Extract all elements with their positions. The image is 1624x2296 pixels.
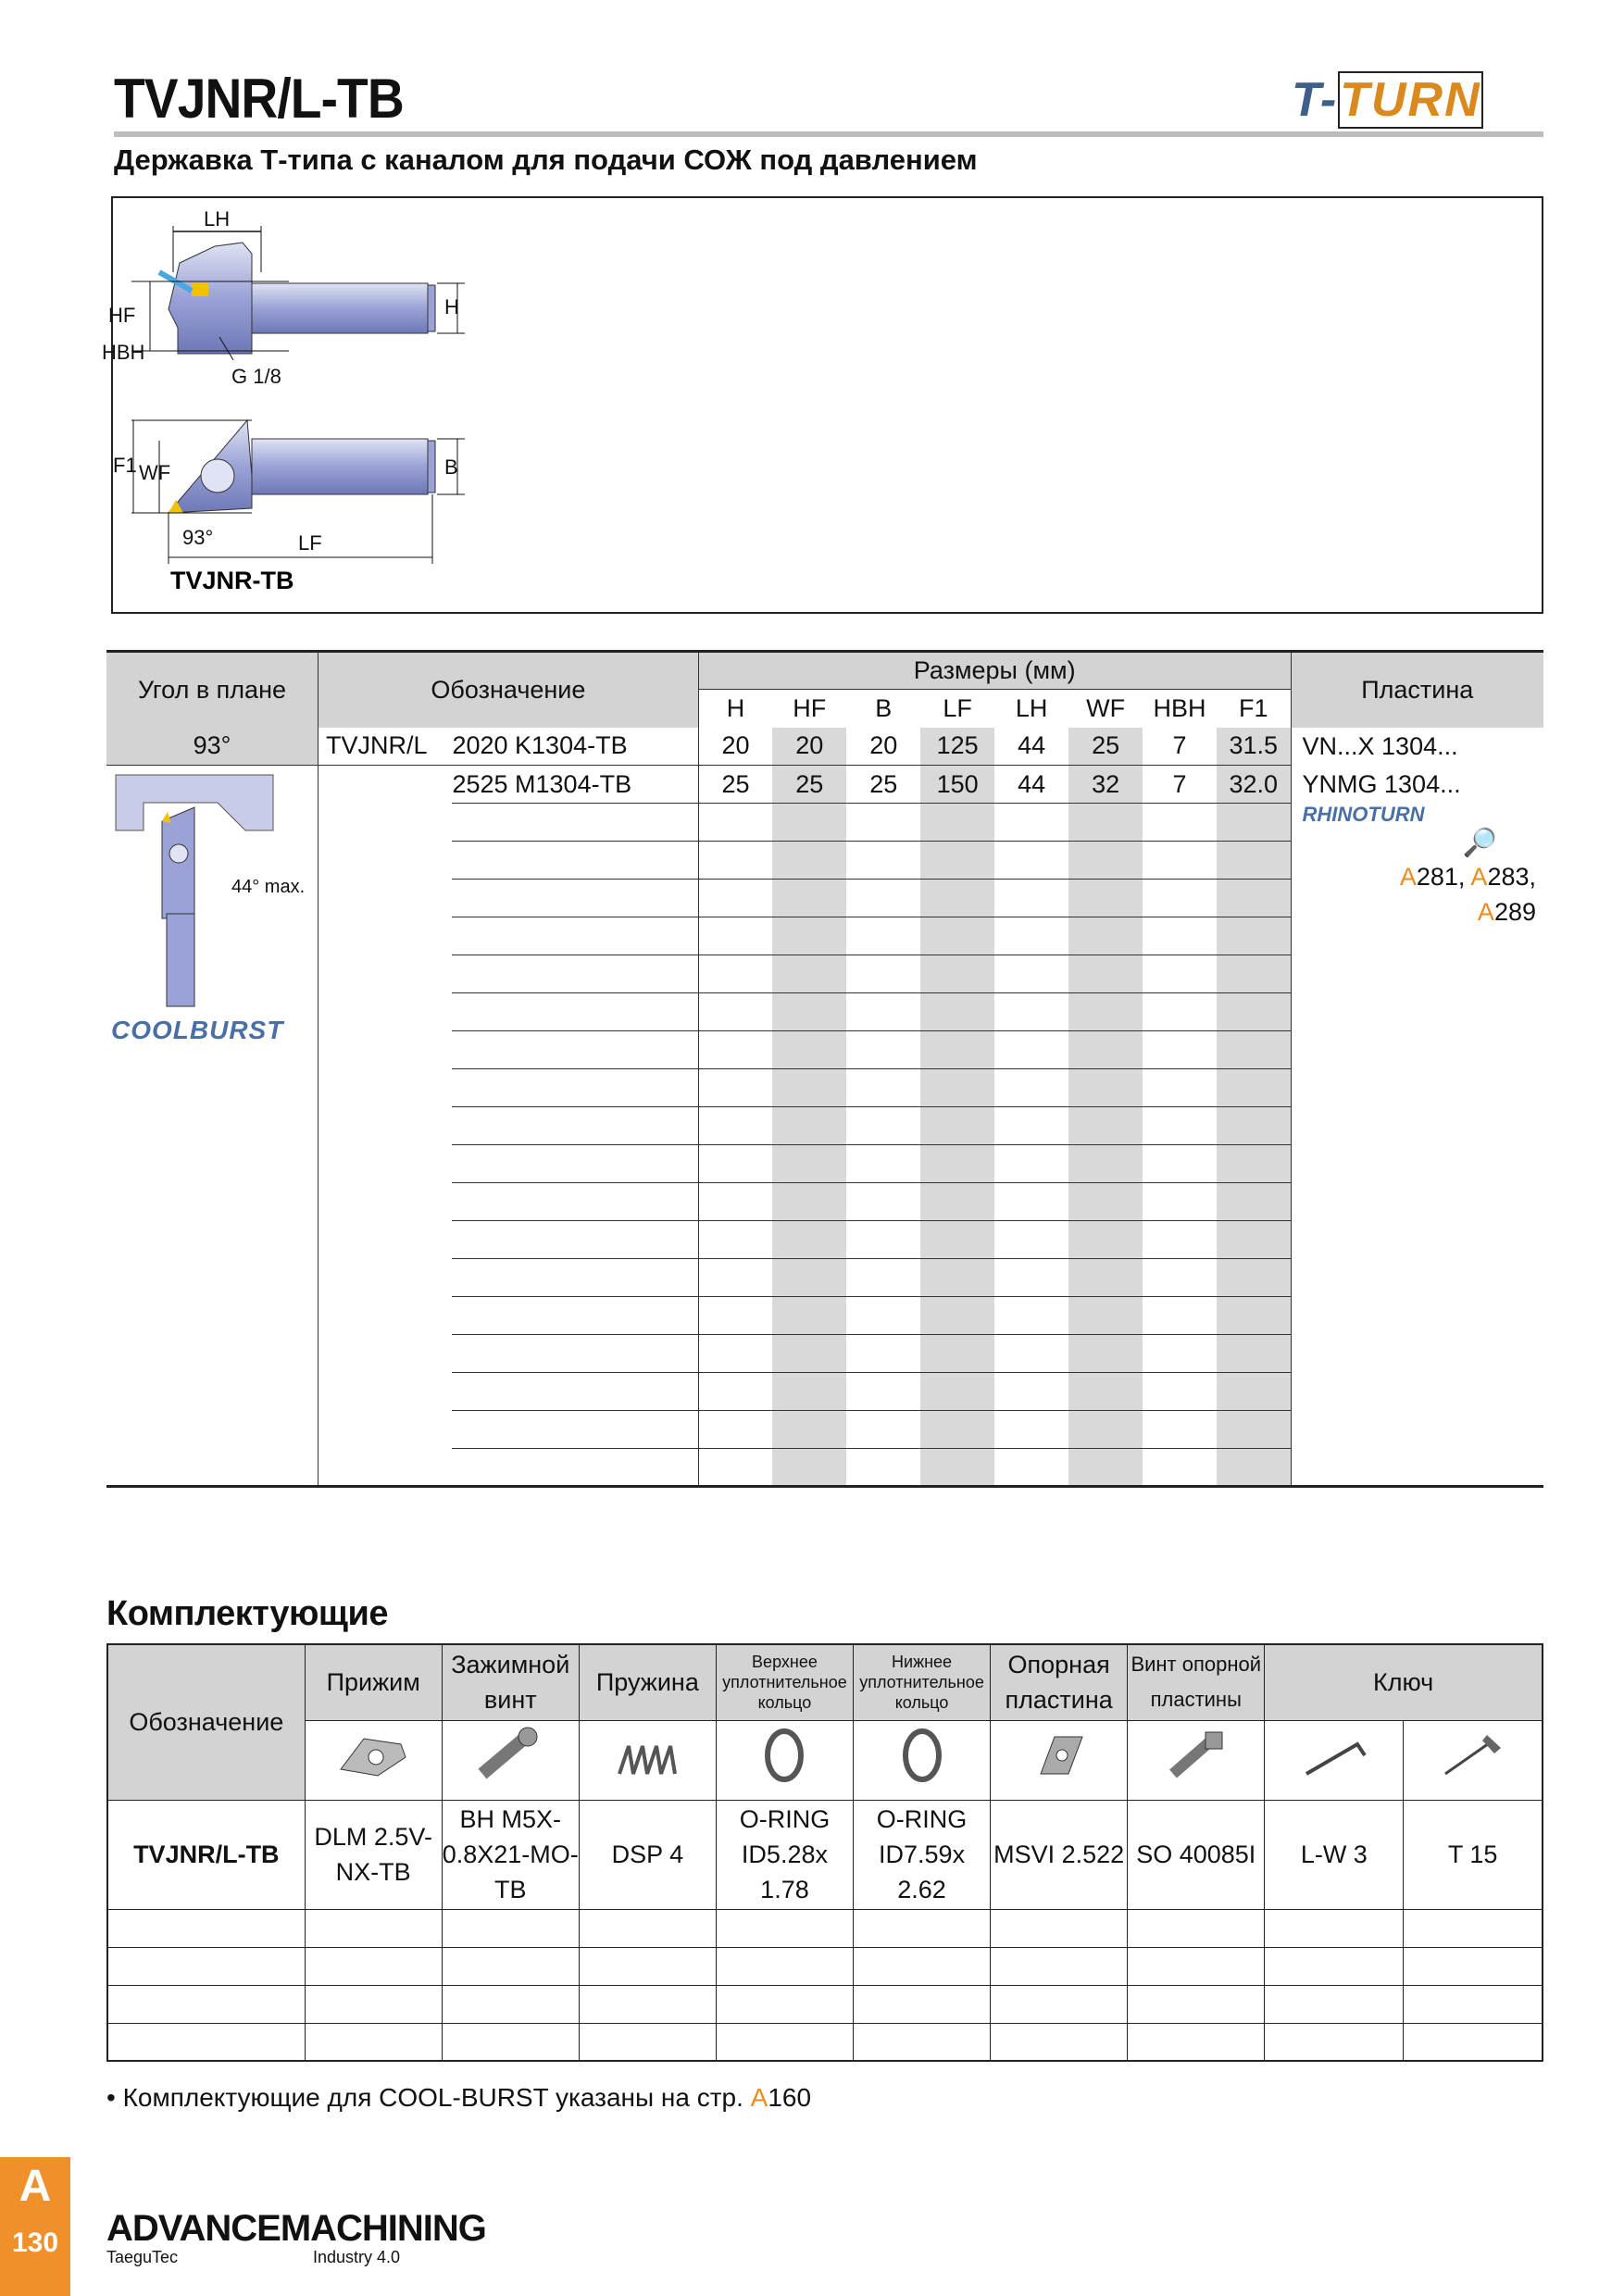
acc-header-key: Ключ <box>1265 1644 1543 1720</box>
val-cell: 25 <box>772 766 846 804</box>
angle-value: 93° <box>106 728 319 766</box>
brand-part-b: TURN <box>1340 73 1481 127</box>
acc-header-shim-screw: Винт опорной пластины <box>1128 1644 1265 1720</box>
max-angle-label: 44° max. <box>231 877 306 897</box>
val-cell: 32.0 <box>1217 766 1291 804</box>
acc-designation-header: Обозначение <box>107 1644 305 1800</box>
shim-screw-icon <box>1128 1720 1265 1800</box>
hf-label: HF <box>108 304 136 327</box>
screw-icon <box>442 1720 579 1800</box>
dim-header-f1: F1 <box>1239 693 1268 722</box>
val-cell: 31.5 <box>1217 728 1291 766</box>
acc-row-name: TVJNR/L-TB <box>107 1800 305 1909</box>
brand-part-a: T- <box>1292 73 1339 127</box>
f1-label: F1 <box>113 454 137 477</box>
acc-value: DLM 2.5V-NX-TB <box>305 1800 442 1909</box>
val-cell: 20 <box>846 728 920 766</box>
dim-header-lf: LF <box>943 693 972 722</box>
code-cell: 2020 K1304-TB <box>452 728 698 766</box>
insert-name-2: YNMG 1304... <box>1302 769 1461 798</box>
dim-header-hbh: HBH <box>1153 693 1206 722</box>
acc-value: BH M5X-0.8X21-MO-TB <box>442 1800 579 1909</box>
acc-value: DSP 4 <box>579 1800 716 1909</box>
b-label: B <box>444 455 458 479</box>
dim-header-lh: LH <box>1015 693 1048 722</box>
angle-header: Угол в плане <box>106 652 319 728</box>
dim-header-wf: WF <box>1086 693 1126 722</box>
ring-icon <box>716 1720 853 1800</box>
coolburst-logo: COOLBURST <box>111 1016 284 1044</box>
hbh-label: HBH <box>102 341 145 364</box>
val-cell: 25 <box>698 766 772 804</box>
acc-value: SO 40085I <box>1128 1800 1265 1909</box>
val-cell: 44 <box>994 766 1068 804</box>
val-cell: 7 <box>1143 766 1217 804</box>
acc-header-upper-ring: Верхнее уплотнительное кольцо <box>716 1644 853 1720</box>
page-refs: A281, A283, A289 <box>1399 862 1536 926</box>
acc-header-clamp: Прижим <box>305 1644 442 1720</box>
acc-header-lower-ring: Нижнее уплотнительное кольцо <box>854 1644 991 1720</box>
table-row <box>106 766 1543 804</box>
ring-icon <box>854 1720 991 1800</box>
val-cell: 20 <box>698 728 772 766</box>
insert-info-cell <box>1291 766 1543 1487</box>
g-label: G 1/8 <box>231 365 281 388</box>
lh-label: LH <box>204 207 231 231</box>
side-view <box>102 207 465 388</box>
rhinoturn-logo: RHINOTURN <box>1302 802 1425 826</box>
acc-header-spring: Пружина <box>579 1644 716 1720</box>
torx-key-icon <box>1404 1720 1543 1800</box>
table-body <box>106 728 1543 1487</box>
val-cell: 150 <box>920 766 994 804</box>
logo-company: TaeguTec <box>106 2248 179 2266</box>
logo-tagline: Industry 4.0 <box>313 2248 401 2266</box>
acc-header-clamp-screw: Зажимной винт <box>442 1644 579 1720</box>
accessories-title: Комплектующие <box>106 1594 388 1633</box>
diagram-caption: TVJNR-TB <box>170 567 294 594</box>
page-number: 130 <box>11 2227 59 2258</box>
tool-diagram <box>102 196 1543 614</box>
val-cell: 44 <box>994 728 1068 766</box>
section-letter: A <box>19 2162 52 2211</box>
page-tab <box>0 2157 70 2296</box>
spring-icon <box>579 1720 716 1800</box>
val-cell: 25 <box>846 766 920 804</box>
wf-label: WF <box>139 461 171 484</box>
h-label: H <box>444 295 459 318</box>
acc-value: T 15 <box>1404 1800 1543 1909</box>
dimensions-table <box>106 650 1543 1488</box>
tool-drawing <box>102 198 1541 611</box>
advance-machining-logo: ADVANCEMACHINING <box>106 2208 486 2249</box>
acc-value: O-RING ID7.59x 2.62 <box>854 1800 991 1909</box>
accessories-table <box>106 1643 1543 2062</box>
acc-value: O-RING ID5.28x 1.78 <box>716 1800 853 1909</box>
lf-label: LF <box>298 531 322 555</box>
dims-header: Размеры (мм) <box>698 652 1291 690</box>
angle-illustration-cell <box>106 766 319 1487</box>
shim-icon <box>991 1720 1128 1800</box>
t-turn-logo <box>1292 72 1483 128</box>
catalog-icon: 🔎 <box>1462 827 1497 858</box>
val-cell: 20 <box>772 728 846 766</box>
table-row <box>106 728 1543 766</box>
series-name: TVJNR/L <box>319 728 453 766</box>
clamp-icon <box>305 1720 442 1800</box>
insert-header: Пластина <box>1291 652 1543 728</box>
angle-label: 93° <box>182 526 214 549</box>
dim-header-b: B <box>875 693 893 722</box>
acc-value: L-W 3 <box>1265 1800 1404 1909</box>
page-subtitle: Державка Т-типа с каналом для подачи СОЖ под давлением <box>114 144 978 176</box>
dim-header-hf: HF <box>793 693 827 722</box>
insert-cell: VN...X 1304... <box>1291 728 1543 766</box>
dim-header-h: H <box>726 693 745 722</box>
acc-header-shim: Опорная пластина <box>991 1644 1128 1720</box>
val-cell: 32 <box>1068 766 1143 804</box>
val-cell: 7 <box>1143 728 1217 766</box>
designation-header: Обозначение <box>319 652 699 728</box>
code-cell: 2525 M1304-TB <box>452 766 698 804</box>
val-cell: 125 <box>920 728 994 766</box>
val-cell: 25 <box>1068 728 1143 766</box>
acc-value: MSVI 2.522 <box>991 1800 1128 1909</box>
top-view <box>113 420 465 594</box>
header-rule <box>114 131 1543 137</box>
page-title: TVJNR/L-TB <box>114 68 404 130</box>
hex-key-icon <box>1265 1720 1404 1800</box>
footnote: • Комплектующие для COOL-BURST указаны на стр. A160 <box>106 2083 812 2112</box>
